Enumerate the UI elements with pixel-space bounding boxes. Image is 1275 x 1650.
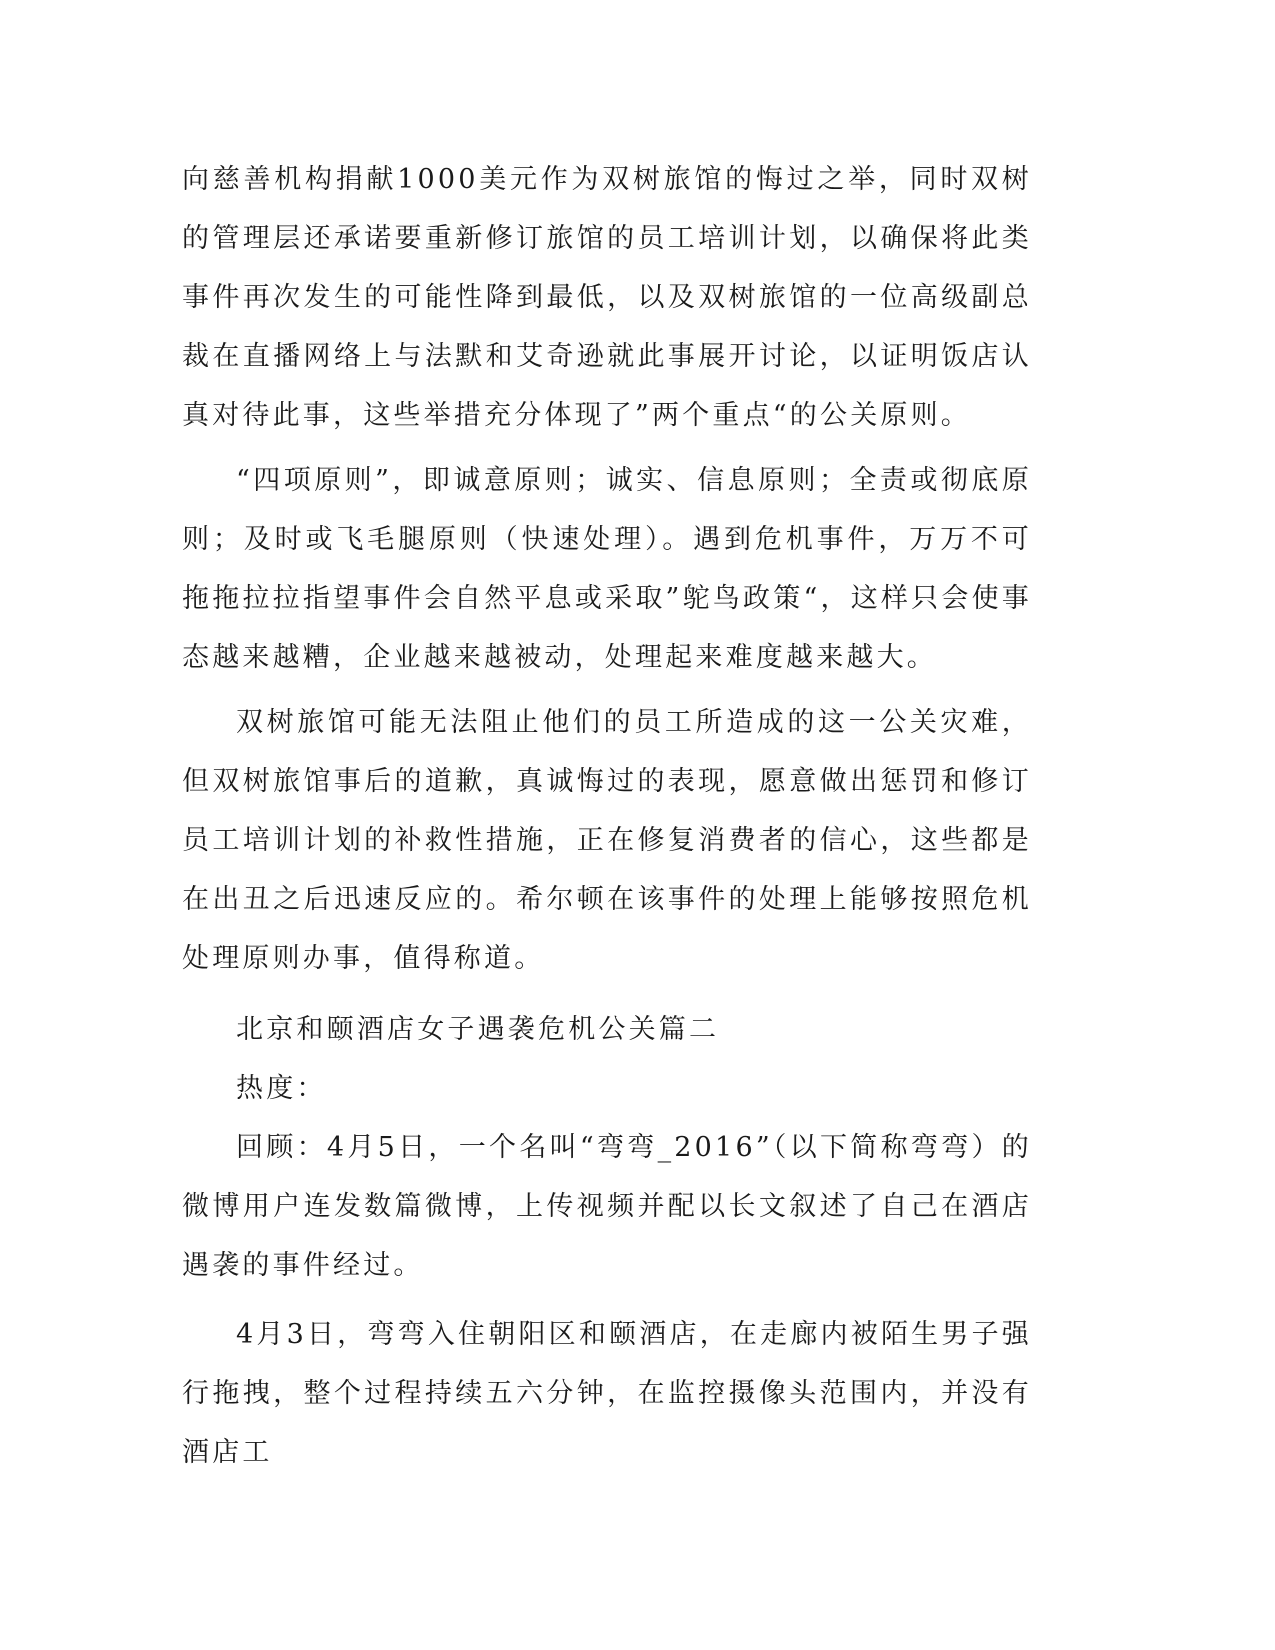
document-page [182, 150, 1032, 1482]
heat-label: 热度： [236, 1073, 327, 1104]
paragraph-hilton-response: 双树旅馆可能无法阻止他们的员工所造成的这一公关灾难，但双树旅馆事后的道歉，真诚悔过的表现，愿意做出惩罚和修订员工培训计划的补救性措施，正在修复消费者的信心，这些都是在出丑之后迅速反应的。希尔顿在该事件的处理上能够按照危机处理原则办事，值得称道。 [182, 707, 1032, 974]
paragraph-donation: 向慈善机构捐献1000美元作为双树旅馆的悔过之举，同时双树的管理层还承诺要重新修订旅馆的员工培训计划，以确保将此类事件再次发生的可能性降到最低，以及双树旅馆的一位高级副总裁在直播网络上与法默和艾奇逊就此事展开讨论，以证明饭店认真对待此事，这些举措充分体现了”两个重点“的公关原则。 [182, 164, 1032, 431]
paragraph-four-principles: “四项原则”，即诚意原则；诚实、信息原则；全责或彻底原则；及时或飞毛腿原则（快速处理）。遇到危机事件，万万不可拖拖拉拉指望事件会自然平息或采取”鸵鸟政策“，这样只会使事态越来越糟，企业越来越被动，处理起来难度越来越大。 [182, 465, 1032, 673]
paragraph-incident: 4月3日，弯弯入住朝阳区和颐酒店，在走廊内被陌生男子强行拖拽，整个过程持续五六分钟，在监控摄像头范围内，并没有酒店工 [182, 1319, 1032, 1468]
paragraph-review: 回顾：4月5日，一个名叫“弯弯_2016”（以下简称弯弯）的微博用户连发数篇微博，上传视频并配以长文叙述了自己在酒店遇袭的事件经过。 [182, 1132, 1032, 1281]
section-heading: 北京和颐酒店女子遇袭危机公关篇二 [236, 1014, 720, 1045]
